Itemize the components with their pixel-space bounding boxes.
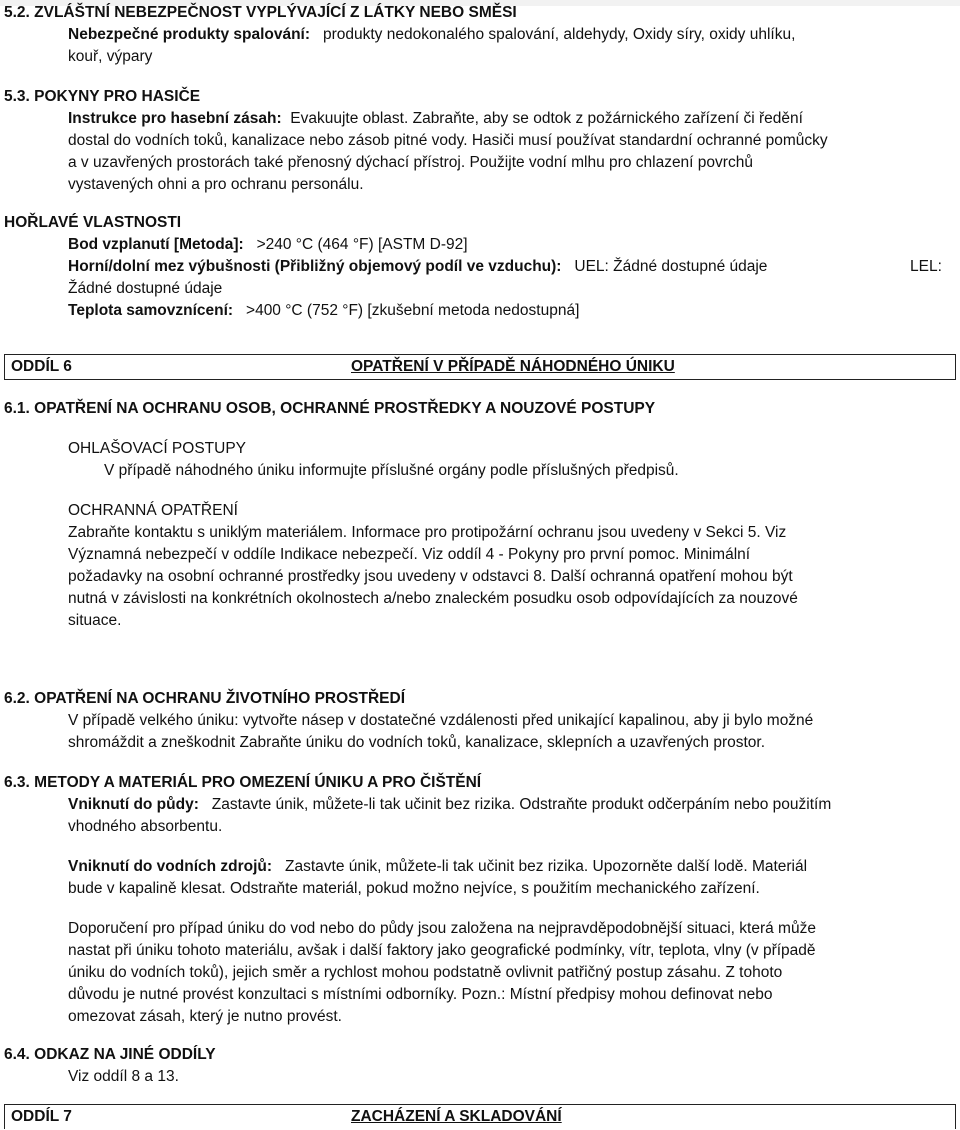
autoignition-line bbox=[68, 300, 952, 322]
explosive-limits-label: Horní/dolní mez výbušnosti (Přibližný objemový podíl ve vzduchu): bbox=[68, 258, 562, 275]
firefighting-text-2: dostal do vodních toků, kanalizace nebo zásob pitné vody. Hasiči musí používat standardní ochranné pomůcky bbox=[68, 132, 828, 149]
flammable-properties-heading: HOŘLAVÉ VLASTNOSTI bbox=[4, 214, 182, 231]
environmental-text-2: shromáždit a zneškodnit Zabraňte úniku do vodních toků, kanalizace, sklepních a uzavřených prostor. bbox=[68, 734, 766, 751]
firefighting-line-1 bbox=[68, 108, 952, 130]
autoignition-label: Teplota samovznícení: bbox=[68, 302, 234, 319]
water-spill-label: Vniknutí do vodních zdrojů: bbox=[68, 858, 273, 875]
land-spill-text-1: Zastavte únik, můžete-li tak učinit bez rizika. Odstraňte produkt odčerpáním nebo použitím bbox=[211, 796, 832, 813]
section-7-number: ODDÍL 7 bbox=[11, 1108, 72, 1125]
combustion-products-line bbox=[68, 24, 952, 46]
section-6-title: OPATŘENÍ V PŘÍPADĚ NÁHODNÉHO ÚNIKU bbox=[351, 358, 675, 375]
autoignition-value: >400 °C (752 °F) [zkušební metoda nedostupná] bbox=[246, 302, 580, 319]
section-6-2-heading: 6.2. OPATŘENÍ NA OCHRANU ŽIVOTNÍHO PROSTŘEDÍ bbox=[4, 690, 406, 707]
water-spill-text-1: Zastavte únik, můžete-li tak učinit bez rizika. Upozorněte další lodě. Materiál bbox=[285, 858, 808, 875]
flash-point-label: Bod vzplanutí [Metoda]: bbox=[68, 236, 244, 253]
recommendation-text-1: Doporučení pro případ úniku do vod nebo do půdy jsou založena na nejpravděpodobnější situaci, která může bbox=[68, 920, 816, 937]
section-6-3-heading: 6.3. METODY A MATERIÁL PRO OMEZENÍ ÚNIKU A PRO ČIŠTĚNÍ bbox=[4, 774, 482, 791]
combustion-products-text-2: kouř, výpary bbox=[68, 48, 153, 65]
lel-label: LEL: bbox=[910, 258, 942, 275]
combustion-products-label: Nebezpečné produkty spalování: bbox=[68, 26, 311, 43]
protective-measures-text-1: Zabraňte kontaktu s uniklým materiálem. Informace pro protipožární ochranu jsou uvedeny v Sekci 5. Viz bbox=[68, 524, 787, 541]
water-spill-text-2: bude v kapalině klesat. Odstraňte materiál, pokud možno nejvíce, s použitím mechanického zařízení. bbox=[68, 880, 760, 897]
recommendation-text-4: důvodu je nutné provést konzultaci s místními odborníky. Pozn.: Místní předpisy mohou definovat nebo bbox=[68, 986, 773, 1003]
land-spill-text-2: vhodného absorbentu. bbox=[68, 818, 223, 835]
firefighting-text-4: vystavených ohni a pro ochranu personálu. bbox=[68, 176, 364, 193]
uel-value: UEL: Žádné dostupné údaje bbox=[574, 258, 768, 275]
firefighting-label: Instrukce pro hasební zásah: bbox=[68, 110, 282, 127]
combustion-products-text: produkty nedokonalého spalování, aldehydy, Oxidy síry, oxidy uhlíku, bbox=[322, 26, 796, 43]
firefighting-text-1: Evakuujte oblast. Zabraňte, aby se odtok z požárnického zařízení či ředění bbox=[290, 110, 803, 127]
section-5-2-heading: 5.2. ZVLÁŠTNÍ NEBEZPEČNOST VYPLÝVAJÍCÍ Z LÁTKY NEBO SMĚSI bbox=[4, 4, 517, 21]
references-text: Viz oddíl 8 a 13. bbox=[68, 1068, 179, 1085]
notification-heading: OHLAŠOVACÍ POSTUPY bbox=[68, 440, 247, 457]
protective-measures-text-3: požadavky na osobní ochranné prostředky jsou uvedeny v odstavci 8. Další ochranná opatření mohou být bbox=[68, 568, 793, 585]
section-6-number: ODDÍL 6 bbox=[11, 358, 72, 375]
explosive-limits-line bbox=[68, 256, 952, 278]
firefighting-text-3: a v uzavřených prostorách také přenosný dýchací přístroj. Použijte vodní mlhu pro chlazení povrchů bbox=[68, 154, 753, 171]
section-6-header bbox=[4, 354, 956, 380]
land-spill-line bbox=[68, 794, 952, 816]
notification-text: V případě náhodného úniku informujte příslušné orgány podle příslušných předpisů. bbox=[104, 462, 679, 479]
section-6-1-heading: 6.1. OPATŘENÍ NA OCHRANU OSOB, OCHRANNÉ PROSTŘEDKY A NOUZOVÉ POSTUPY bbox=[4, 400, 656, 417]
section-7-header bbox=[4, 1104, 956, 1129]
protective-measures-text-5: situace. bbox=[68, 612, 122, 629]
lel-value: Žádné dostupné údaje bbox=[68, 280, 223, 297]
recommendation-text-5: omezovat zásah, který je nutno provést. bbox=[68, 1008, 342, 1025]
flash-point-value: >240 °C (464 °F) [ASTM D-92] bbox=[256, 236, 468, 253]
section-7-title: ZACHÁZENÍ A SKLADOVÁNÍ bbox=[351, 1108, 562, 1125]
recommendation-text-2: nastat při úniku tohoto materiálu, avšak i další faktory jako geografické podmínky, vítr, teplota, vlny (v případě bbox=[68, 942, 816, 959]
recommendation-text-3: úniku do vodních toků), jejich směr a rychlost mohou podstatně ovlivnit patřičný postup zásahu. Z tohoto bbox=[68, 964, 783, 981]
protective-measures-text-2: Významná nebezpečí v oddíle Indikace nebezpečí. Viz oddíl 4 - Pokyny pro první pomoc. Minimální bbox=[68, 546, 751, 563]
section-5-3-heading: 5.3. POKYNY PRO HASIČE bbox=[4, 88, 201, 105]
land-spill-label: Vniknutí do půdy: bbox=[68, 796, 199, 813]
flash-point-line bbox=[68, 234, 952, 256]
water-spill-line bbox=[68, 856, 952, 878]
protective-measures-text-4: nutná v závislosti na konkrétních okolnostech a/nebo znaleckém posudku osob odpovídajících za nouzové bbox=[68, 590, 798, 607]
protective-measures-heading: OCHRANNÁ OPATŘENÍ bbox=[68, 502, 238, 519]
section-6-4-heading: 6.4. ODKAZ NA JINÉ ODDÍLY bbox=[4, 1046, 216, 1063]
environmental-text-1: V případě velkého úniku: vytvořte násep v dostatečné vzdálenosti před unikající kapalinou, aby ji bylo možné bbox=[68, 712, 814, 729]
